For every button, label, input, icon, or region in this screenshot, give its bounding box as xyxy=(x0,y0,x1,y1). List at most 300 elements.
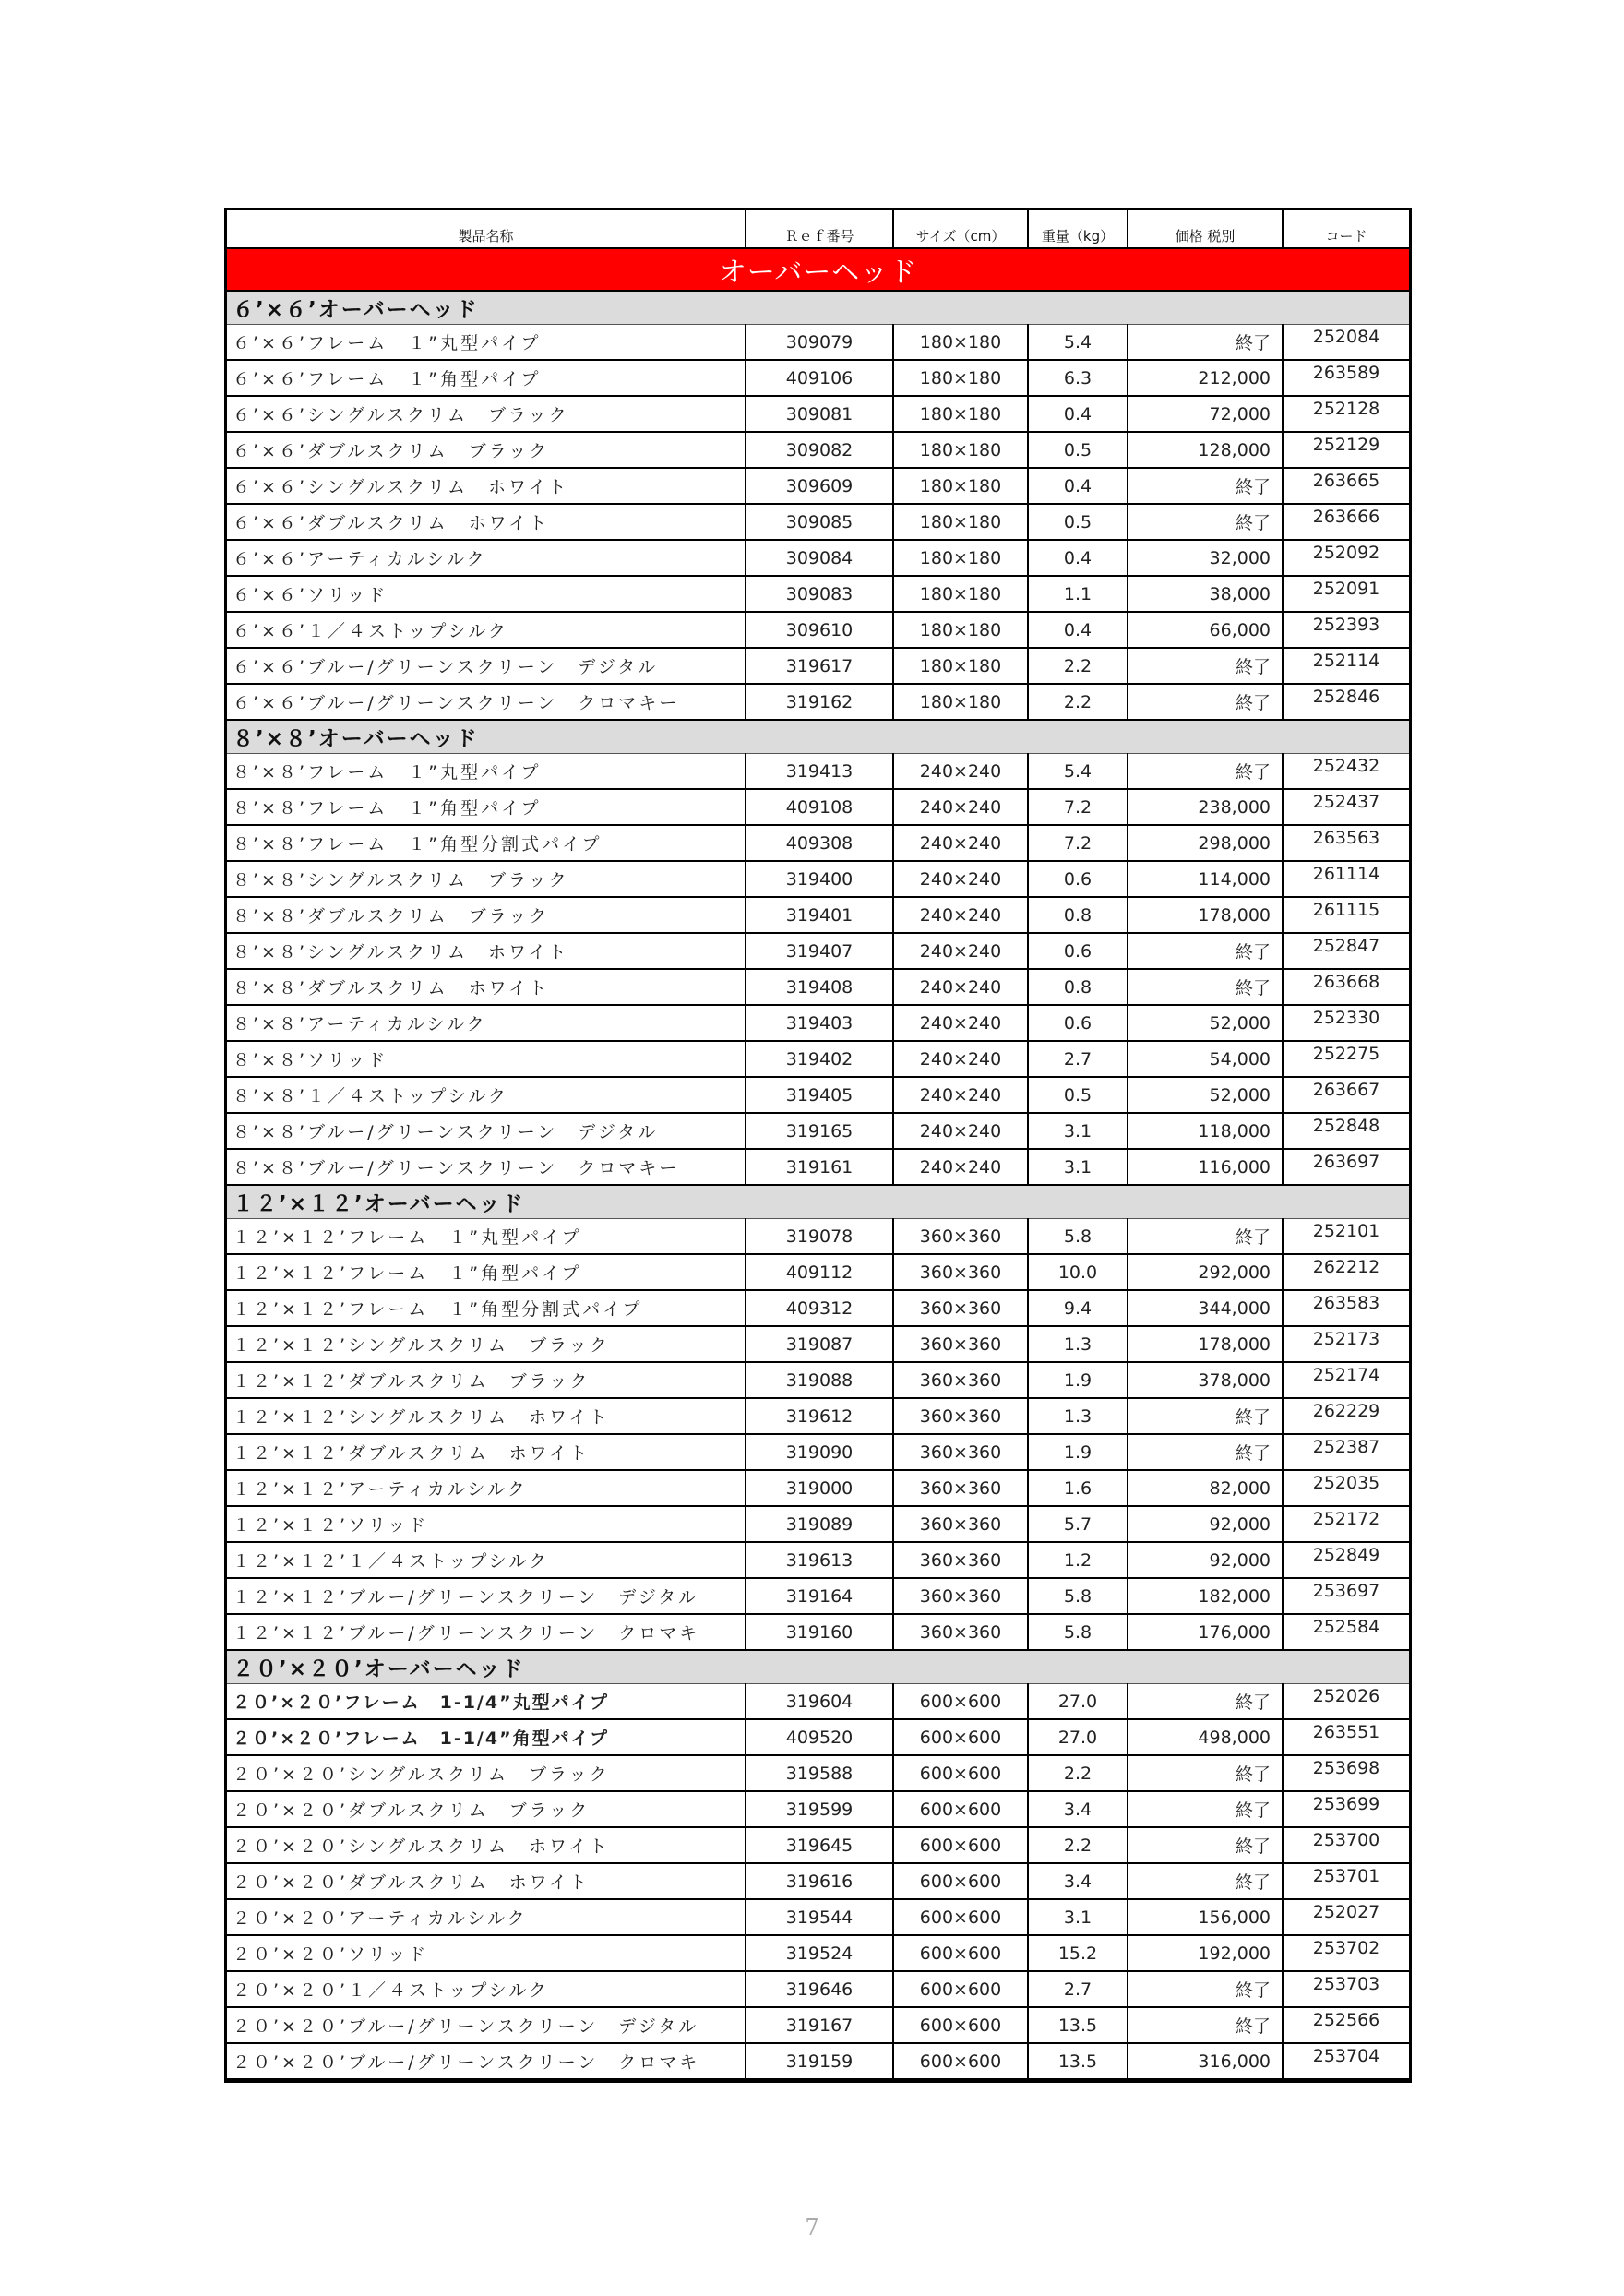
cell-weight: 0.5 xyxy=(1028,1077,1128,1113)
cell-weight: 0.8 xyxy=(1028,897,1128,933)
cell-price: 終了 xyxy=(1128,648,1283,684)
cell-name: ２０’×２０’ブルー/グリーンスクリーン クロマキ xyxy=(227,2043,746,2079)
cell-weight: 1.3 xyxy=(1028,1398,1128,1434)
cell-weight: 3.4 xyxy=(1028,1791,1128,1827)
cell-weight: 13.5 xyxy=(1028,2007,1128,2043)
cell-weight: 0.6 xyxy=(1028,1005,1128,1041)
table-row xyxy=(227,1791,1409,1827)
cell-price: 終了 xyxy=(1128,325,1283,361)
cell-weight: 5.7 xyxy=(1028,1506,1128,1542)
cell-name: ６’×６’ソリッド xyxy=(227,576,746,612)
cell-weight: 0.5 xyxy=(1028,504,1128,540)
cell-price: 終了 xyxy=(1128,754,1283,790)
table-row xyxy=(227,789,1409,825)
table-row xyxy=(227,825,1409,861)
cell-ref: 319160 xyxy=(746,1614,893,1650)
cell-size: 240×240 xyxy=(893,754,1028,790)
cell-name: ８’×８’フレーム １”角型パイプ xyxy=(227,789,746,825)
cell-size: 600×600 xyxy=(893,1827,1028,1863)
cell-name: １２’×１２’ソリッド xyxy=(227,1506,746,1542)
cell-ref: 319162 xyxy=(746,684,893,720)
cell-size: 360×360 xyxy=(893,1578,1028,1614)
cell-code: 252101 xyxy=(1283,1219,1409,1255)
cell-weight: 2.2 xyxy=(1028,684,1128,720)
cell-code: 252091 xyxy=(1283,576,1409,612)
table-row xyxy=(227,1863,1409,1899)
cell-code: 252027 xyxy=(1283,1899,1409,1935)
table-row xyxy=(227,1719,1409,1755)
table-row xyxy=(227,1614,1409,1650)
cell-name: １２’×１２’シングルスクリム ブラック xyxy=(227,1326,746,1362)
cell-size: 600×600 xyxy=(893,1684,1028,1720)
cell-size: 180×180 xyxy=(893,325,1028,361)
cell-size: 240×240 xyxy=(893,1077,1028,1113)
cell-weight: 2.2 xyxy=(1028,1755,1128,1791)
cell-code: 253698 xyxy=(1283,1755,1409,1791)
cell-size: 600×600 xyxy=(893,1755,1028,1791)
cell-size: 600×600 xyxy=(893,1791,1028,1827)
cell-ref: 319612 xyxy=(746,1398,893,1434)
cell-size: 240×240 xyxy=(893,789,1028,825)
cell-weight: 0.8 xyxy=(1028,969,1128,1005)
cell-price: 156,000 xyxy=(1128,1899,1283,1935)
cell-weight: 3.4 xyxy=(1028,1863,1128,1899)
cell-size: 180×180 xyxy=(893,684,1028,720)
cell-code: 252847 xyxy=(1283,933,1409,969)
cell-price: 終了 xyxy=(1128,1755,1283,1791)
cell-size: 180×180 xyxy=(893,612,1028,648)
cell-price: 238,000 xyxy=(1128,789,1283,825)
table-title-row xyxy=(227,248,1409,291)
cell-ref: 309079 xyxy=(746,325,893,361)
table-row xyxy=(227,325,1409,361)
cell-weight: 2.7 xyxy=(1028,1041,1128,1077)
cell-price: 92,000 xyxy=(1128,1542,1283,1578)
cell-ref: 319161 xyxy=(746,1149,893,1185)
cell-size: 600×600 xyxy=(893,1971,1028,2007)
cell-price: 54,000 xyxy=(1128,1041,1283,1077)
cell-code: 252114 xyxy=(1283,648,1409,684)
cell-ref: 409520 xyxy=(746,1719,893,1755)
cell-name: １２’×１２’シングルスクリム ホワイト xyxy=(227,1398,746,1434)
cell-name: ８’×８’フレーム １”角型分割式パイプ xyxy=(227,825,746,861)
cell-code: 252026 xyxy=(1283,1684,1409,1720)
cell-name: ８’×８’ソリッド xyxy=(227,1041,746,1077)
cell-name: ８’×８’アーティカルシルク xyxy=(227,1005,746,1041)
table-row xyxy=(227,1506,1409,1542)
cell-weight: 3.1 xyxy=(1028,1899,1128,1935)
cell-name: ６’×６’シングルスクリム ホワイト xyxy=(227,468,746,504)
cell-price: 終了 xyxy=(1128,1398,1283,1434)
section-header-row xyxy=(227,291,1409,325)
cell-name: ２０’×２０’アーティカルシルク xyxy=(227,1899,746,1935)
cell-code: 252566 xyxy=(1283,2007,1409,2043)
cell-size: 180×180 xyxy=(893,468,1028,504)
cell-weight: 3.1 xyxy=(1028,1149,1128,1185)
cell-price: 114,000 xyxy=(1128,861,1283,897)
cell-price: 316,000 xyxy=(1128,2043,1283,2079)
cell-size: 360×360 xyxy=(893,1362,1028,1398)
header-weight: 重量（kg） xyxy=(1028,210,1128,248)
cell-price: 292,000 xyxy=(1128,1254,1283,1290)
cell-ref: 319159 xyxy=(746,2043,893,2079)
cell-ref: 409112 xyxy=(746,1254,893,1290)
cell-weight: 0.4 xyxy=(1028,540,1128,576)
cell-code: 263665 xyxy=(1283,468,1409,504)
cell-size: 600×600 xyxy=(893,1899,1028,1935)
cell-ref: 309082 xyxy=(746,432,893,468)
cell-weight: 1.6 xyxy=(1028,1470,1128,1506)
cell-price: 178,000 xyxy=(1128,897,1283,933)
cell-ref: 319407 xyxy=(746,933,893,969)
section-header-row xyxy=(227,720,1409,754)
cell-size: 240×240 xyxy=(893,861,1028,897)
cell-name: １２’×１２’フレーム １”角型分割式パイプ xyxy=(227,1290,746,1326)
cell-code: 252330 xyxy=(1283,1005,1409,1041)
cell-code: 252035 xyxy=(1283,1470,1409,1506)
cell-size: 360×360 xyxy=(893,1506,1028,1542)
cell-price: 終了 xyxy=(1128,468,1283,504)
cell-code: 252849 xyxy=(1283,1542,1409,1578)
page-number: 7 xyxy=(805,2215,819,2241)
cell-name: ２０’×２０’シングルスクリム ブラック xyxy=(227,1755,746,1791)
cell-weight: 5.8 xyxy=(1028,1614,1128,1650)
cell-price: 終了 xyxy=(1128,504,1283,540)
cell-size: 360×360 xyxy=(893,1326,1028,1362)
cell-ref: 319413 xyxy=(746,754,893,790)
table-row xyxy=(227,360,1409,396)
cell-price: 終了 xyxy=(1128,1827,1283,1863)
cell-name: ２０’×２０’シングルスクリム ホワイト xyxy=(227,1827,746,1863)
cell-name: ６’×６’ブルー/グリーンスクリーン クロマキー xyxy=(227,684,746,720)
cell-code: 252174 xyxy=(1283,1362,1409,1398)
cell-code: 263668 xyxy=(1283,969,1409,1005)
cell-name: ６’×６’ブルー/グリーンスクリーン デジタル xyxy=(227,648,746,684)
table-row xyxy=(227,1971,1409,2007)
cell-price: 32,000 xyxy=(1128,540,1283,576)
cell-ref: 319402 xyxy=(746,1041,893,1077)
cell-weight: 0.6 xyxy=(1028,933,1128,969)
section-header-row xyxy=(227,1185,1409,1219)
cell-ref: 309609 xyxy=(746,468,893,504)
cell-price: 176,000 xyxy=(1128,1614,1283,1650)
cell-size: 240×240 xyxy=(893,969,1028,1005)
cell-ref: 319401 xyxy=(746,897,893,933)
cell-weight: 7.2 xyxy=(1028,825,1128,861)
cell-name: ６’×６’１／４ストップシルク xyxy=(227,612,746,648)
cell-price: 344,000 xyxy=(1128,1290,1283,1326)
cell-name: ６’×６’ダブルスクリム ホワイト xyxy=(227,504,746,540)
cell-ref: 319616 xyxy=(746,1863,893,1899)
cell-ref: 319089 xyxy=(746,1506,893,1542)
cell-code: 252437 xyxy=(1283,789,1409,825)
table-row xyxy=(227,540,1409,576)
cell-price: 298,000 xyxy=(1128,825,1283,861)
cell-price: 38,000 xyxy=(1128,576,1283,612)
cell-name: ２０’×２０’ブルー/グリーンスクリーン デジタル xyxy=(227,2007,746,2043)
table-row xyxy=(227,969,1409,1005)
cell-ref: 319405 xyxy=(746,1077,893,1113)
cell-price: 182,000 xyxy=(1128,1578,1283,1614)
cell-size: 360×360 xyxy=(893,1290,1028,1326)
cell-name: ８’×８’フレーム １”丸型パイプ xyxy=(227,754,746,790)
cell-price: 82,000 xyxy=(1128,1470,1283,1506)
cell-size: 240×240 xyxy=(893,825,1028,861)
table-row xyxy=(227,933,1409,969)
price-table-sheet xyxy=(224,208,1412,2083)
table-row xyxy=(227,1470,1409,1506)
table-row xyxy=(227,396,1409,432)
cell-size: 600×600 xyxy=(893,1719,1028,1755)
cell-weight: 0.4 xyxy=(1028,396,1128,432)
cell-price: 378,000 xyxy=(1128,1362,1283,1398)
cell-weight: 1.3 xyxy=(1028,1326,1128,1362)
cell-size: 600×600 xyxy=(893,1863,1028,1899)
cell-price: 118,000 xyxy=(1128,1113,1283,1149)
cell-ref: 319403 xyxy=(746,1005,893,1041)
table-row xyxy=(227,1755,1409,1791)
cell-name: ２０’×２０’ダブルスクリム ブラック xyxy=(227,1791,746,1827)
cell-weight: 5.4 xyxy=(1028,325,1128,361)
table-row xyxy=(227,1398,1409,1434)
cell-name: ８’×８’１／４ストップシルク xyxy=(227,1077,746,1113)
cell-size: 240×240 xyxy=(893,1041,1028,1077)
cell-size: 180×180 xyxy=(893,576,1028,612)
table-row xyxy=(227,2043,1409,2079)
cell-name: １２’×１２’１／４ストップシルク xyxy=(227,1542,746,1578)
cell-name: １２’×１２’ブルー/グリーンスクリーン デジタル xyxy=(227,1578,746,1614)
cell-ref: 409308 xyxy=(746,825,893,861)
cell-code: 261115 xyxy=(1283,897,1409,933)
header-price: 価格 税別 xyxy=(1128,210,1283,248)
cell-price: 116,000 xyxy=(1128,1149,1283,1185)
cell-name: １２’×１２’アーティカルシルク xyxy=(227,1470,746,1506)
cell-name: ８’×８’ブルー/グリーンスクリーン クロマキー xyxy=(227,1149,746,1185)
cell-price: 終了 xyxy=(1128,1684,1283,1720)
table-row xyxy=(227,1362,1409,1398)
cell-code: 252173 xyxy=(1283,1326,1409,1362)
cell-name: ８’×８’シングルスクリム ブラック xyxy=(227,861,746,897)
cell-size: 240×240 xyxy=(893,1113,1028,1149)
section-title: ２０’×２０’オーバーヘッド xyxy=(227,1650,1409,1684)
table-row xyxy=(227,1254,1409,1290)
header-name: 製品名称 xyxy=(227,210,746,248)
cell-weight: 5.8 xyxy=(1028,1578,1128,1614)
cell-name: ８’×８’ブルー/グリーンスクリーン デジタル xyxy=(227,1113,746,1149)
cell-weight: 2.7 xyxy=(1028,1971,1128,2007)
table-row xyxy=(227,897,1409,933)
cell-ref: 319645 xyxy=(746,1827,893,1863)
cell-code: 263551 xyxy=(1283,1719,1409,1755)
cell-name: ８’×８’シングルスクリム ホワイト xyxy=(227,933,746,969)
cell-ref: 319000 xyxy=(746,1470,893,1506)
cell-code: 252846 xyxy=(1283,684,1409,720)
cell-ref: 409106 xyxy=(746,360,893,396)
cell-code: 263583 xyxy=(1283,1290,1409,1326)
cell-size: 180×180 xyxy=(893,432,1028,468)
cell-ref: 319087 xyxy=(746,1326,893,1362)
cell-weight: 0.4 xyxy=(1028,612,1128,648)
cell-weight: 0.5 xyxy=(1028,432,1128,468)
cell-size: 600×600 xyxy=(893,1935,1028,1971)
cell-price: 終了 xyxy=(1128,969,1283,1005)
cell-name: ６’×６’シングルスクリム ブラック xyxy=(227,396,746,432)
table-row xyxy=(227,504,1409,540)
table-row xyxy=(227,1542,1409,1578)
cell-name: ６’×６’フレーム １”丸型パイプ xyxy=(227,325,746,361)
cell-code: 263697 xyxy=(1283,1149,1409,1185)
cell-ref: 319613 xyxy=(746,1542,893,1578)
cell-weight: 6.3 xyxy=(1028,360,1128,396)
cell-weight: 3.1 xyxy=(1028,1113,1128,1149)
cell-code: 262212 xyxy=(1283,1254,1409,1290)
cell-name: ６’×６’ダブルスクリム ブラック xyxy=(227,432,746,468)
cell-code: 252432 xyxy=(1283,754,1409,790)
cell-ref: 319165 xyxy=(746,1113,893,1149)
section-title: １２’×１２’オーバーヘッド xyxy=(227,1185,1409,1219)
cell-ref: 309610 xyxy=(746,612,893,648)
header-size: サイズ（cm） xyxy=(893,210,1028,248)
table-row xyxy=(227,432,1409,468)
cell-price: 66,000 xyxy=(1128,612,1283,648)
cell-code: 252584 xyxy=(1283,1614,1409,1650)
cell-ref: 319090 xyxy=(746,1434,893,1470)
cell-price: 終了 xyxy=(1128,1971,1283,2007)
cell-price: 終了 xyxy=(1128,1791,1283,1827)
cell-code: 253703 xyxy=(1283,1971,1409,2007)
cell-name: ２０’×２０’フレーム 1-1/4”丸型パイプ xyxy=(227,1684,746,1720)
table-title: オーバーヘッド xyxy=(227,248,1409,291)
cell-name: １２’×１２’ダブルスクリム ホワイト xyxy=(227,1434,746,1470)
cell-weight: 27.0 xyxy=(1028,1684,1128,1720)
cell-weight: 9.4 xyxy=(1028,1290,1128,1326)
table-row xyxy=(227,684,1409,720)
cell-code: 252848 xyxy=(1283,1113,1409,1149)
cell-weight: 0.4 xyxy=(1028,468,1128,504)
table-row xyxy=(227,1827,1409,1863)
cell-weight: 2.2 xyxy=(1028,1827,1128,1863)
table-row xyxy=(227,1005,1409,1041)
table-row xyxy=(227,468,1409,504)
cell-weight: 1.1 xyxy=(1028,576,1128,612)
table-row xyxy=(227,1899,1409,1935)
cell-size: 600×600 xyxy=(893,2043,1028,2079)
cell-ref: 319164 xyxy=(746,1578,893,1614)
cell-price: 終了 xyxy=(1128,933,1283,969)
cell-size: 240×240 xyxy=(893,933,1028,969)
cell-ref: 319088 xyxy=(746,1362,893,1398)
cell-name: ２０’×２０’フレーム 1-1/4”角型パイプ xyxy=(227,1719,746,1755)
cell-weight: 1.9 xyxy=(1028,1434,1128,1470)
cell-code: 263589 xyxy=(1283,360,1409,396)
cell-ref: 319588 xyxy=(746,1755,893,1791)
table-row xyxy=(227,1434,1409,1470)
cell-weight: 5.8 xyxy=(1028,1219,1128,1255)
cell-ref: 319617 xyxy=(746,648,893,684)
cell-code: 252084 xyxy=(1283,325,1409,361)
table-row xyxy=(227,1935,1409,1971)
cell-price: 52,000 xyxy=(1128,1077,1283,1113)
table-row xyxy=(227,861,1409,897)
price-table xyxy=(227,210,1409,2080)
cell-code: 261114 xyxy=(1283,861,1409,897)
cell-name: １２’×１２’フレーム １”丸型パイプ xyxy=(227,1219,746,1255)
table-row xyxy=(227,1149,1409,1185)
cell-code: 252128 xyxy=(1283,396,1409,432)
cell-price: 終了 xyxy=(1128,1434,1283,1470)
cell-name: ６’×６’フレーム １”角型パイプ xyxy=(227,360,746,396)
cell-size: 360×360 xyxy=(893,1398,1028,1434)
cell-size: 360×360 xyxy=(893,1470,1028,1506)
cell-size: 360×360 xyxy=(893,1219,1028,1255)
cell-code: 263563 xyxy=(1283,825,1409,861)
cell-size: 240×240 xyxy=(893,1149,1028,1185)
cell-code: 252393 xyxy=(1283,612,1409,648)
table-row xyxy=(227,1113,1409,1149)
cell-ref: 319408 xyxy=(746,969,893,1005)
cell-ref: 309085 xyxy=(746,504,893,540)
cell-code: 253699 xyxy=(1283,1791,1409,1827)
cell-code: 252129 xyxy=(1283,432,1409,468)
cell-name: ２０’×２０’１／４ストップシルク xyxy=(227,1971,746,2007)
cell-ref: 409108 xyxy=(746,789,893,825)
cell-price: 終了 xyxy=(1128,684,1283,720)
cell-weight: 10.0 xyxy=(1028,1254,1128,1290)
cell-code: 252387 xyxy=(1283,1434,1409,1470)
cell-ref: 309083 xyxy=(746,576,893,612)
cell-price: 72,000 xyxy=(1128,396,1283,432)
cell-weight: 0.6 xyxy=(1028,861,1128,897)
cell-name: ２０’×２０’ソリッド xyxy=(227,1935,746,1971)
table-row xyxy=(227,1219,1409,1255)
table-row xyxy=(227,1578,1409,1614)
header-code: コード xyxy=(1283,210,1409,248)
cell-code: 253704 xyxy=(1283,2043,1409,2079)
cell-name: １２’×１２’ダブルスクリム ブラック xyxy=(227,1362,746,1398)
cell-name: １２’×１２’ブルー/グリーンスクリーン クロマキ xyxy=(227,1614,746,1650)
cell-weight: 2.2 xyxy=(1028,648,1128,684)
cell-size: 360×360 xyxy=(893,1542,1028,1578)
cell-price: 498,000 xyxy=(1128,1719,1283,1755)
cell-weight: 27.0 xyxy=(1028,1719,1128,1755)
cell-size: 600×600 xyxy=(893,2007,1028,2043)
cell-weight: 15.2 xyxy=(1028,1935,1128,1971)
cell-ref: 319524 xyxy=(746,1935,893,1971)
table-row xyxy=(227,1684,1409,1720)
cell-weight: 5.4 xyxy=(1028,754,1128,790)
table-row xyxy=(227,612,1409,648)
cell-weight: 1.9 xyxy=(1028,1362,1128,1398)
section-header-row xyxy=(227,1650,1409,1684)
table-row xyxy=(227,576,1409,612)
cell-weight: 7.2 xyxy=(1028,789,1128,825)
cell-price: 92,000 xyxy=(1128,1506,1283,1542)
cell-weight: 1.2 xyxy=(1028,1542,1128,1578)
cell-code: 252172 xyxy=(1283,1506,1409,1542)
cell-size: 180×180 xyxy=(893,360,1028,396)
cell-ref: 319604 xyxy=(746,1684,893,1720)
cell-name: ８’×８’ダブルスクリム ホワイト xyxy=(227,969,746,1005)
cell-price: 128,000 xyxy=(1128,432,1283,468)
cell-size: 240×240 xyxy=(893,897,1028,933)
table-row xyxy=(227,754,1409,790)
cell-code: 253701 xyxy=(1283,1863,1409,1899)
table-row xyxy=(227,648,1409,684)
cell-ref: 319078 xyxy=(746,1219,893,1255)
cell-ref: 309081 xyxy=(746,396,893,432)
cell-weight: 13.5 xyxy=(1028,2043,1128,2079)
cell-ref: 409312 xyxy=(746,1290,893,1326)
